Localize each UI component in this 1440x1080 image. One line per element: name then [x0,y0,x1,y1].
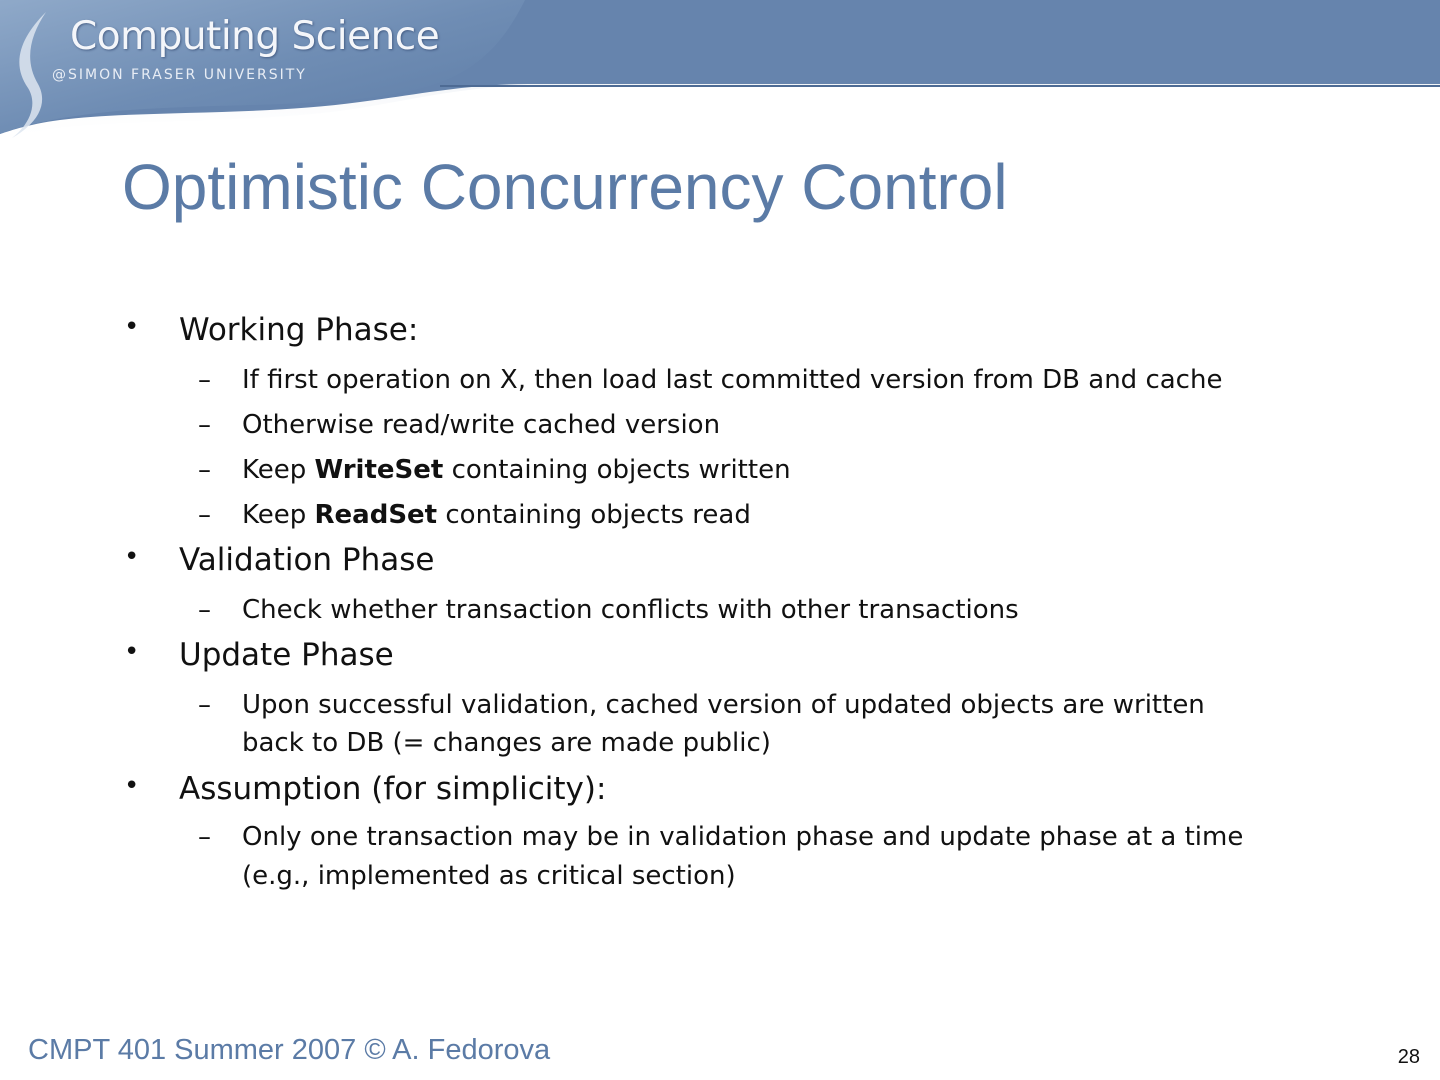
sub-item-text: If first operation on X, then load last committed version from DB and cache [242,365,1223,395]
writeset-term: WriteSet [314,455,444,485]
bullet-marker: • [124,542,140,572]
bullet-marker: • [124,637,140,667]
bullet-label: Validation Phase [179,542,435,578]
sub-item-text: Check whether transaction conflicts with other transactions [242,595,1019,625]
sub-item-text: (e.g., implemented as critical section) [242,861,736,891]
sub-marker: – [198,595,211,625]
sub-item-text: Otherwise read/write cached version [242,410,721,440]
slide-title: Optimistic Concurrency Control [122,151,1008,223]
sub-item-text: Upon successful validation, cached version of updated objects are written [242,690,1205,720]
sub-marker: – [198,690,211,720]
page-number: 28 [1397,1046,1420,1068]
sub-marker: – [198,365,211,395]
bullet-label: Update Phase [179,637,394,673]
sub-marker: – [198,822,211,852]
bullet-label: Working Phase: [179,312,419,348]
sub-item-text: back to DB (= changes are made public) [242,728,771,758]
sub-item-text: Only one transaction may be in validation phase and update phase at a time [242,822,1244,852]
sub-marker: – [198,410,211,440]
brand-name: Computing Science [70,14,440,59]
bullet-label: Assumption (for simplicity): [179,771,607,807]
bullet-marker: • [124,771,140,801]
readset-term: ReadSet [314,500,438,530]
sub-marker: – [198,455,211,485]
footer-course: CMPT 401 Summer 2007 © A. Fedorova [28,1034,551,1066]
sub-item-text: Keep ReadSet containing objects read [242,500,751,530]
sub-marker: – [198,500,211,530]
brand-subtitle: @SIMON FRASER UNIVERSITY [52,67,307,83]
sub-item-text: Keep WriteSet containing objects written [242,455,791,485]
bullet-marker: • [124,312,140,342]
